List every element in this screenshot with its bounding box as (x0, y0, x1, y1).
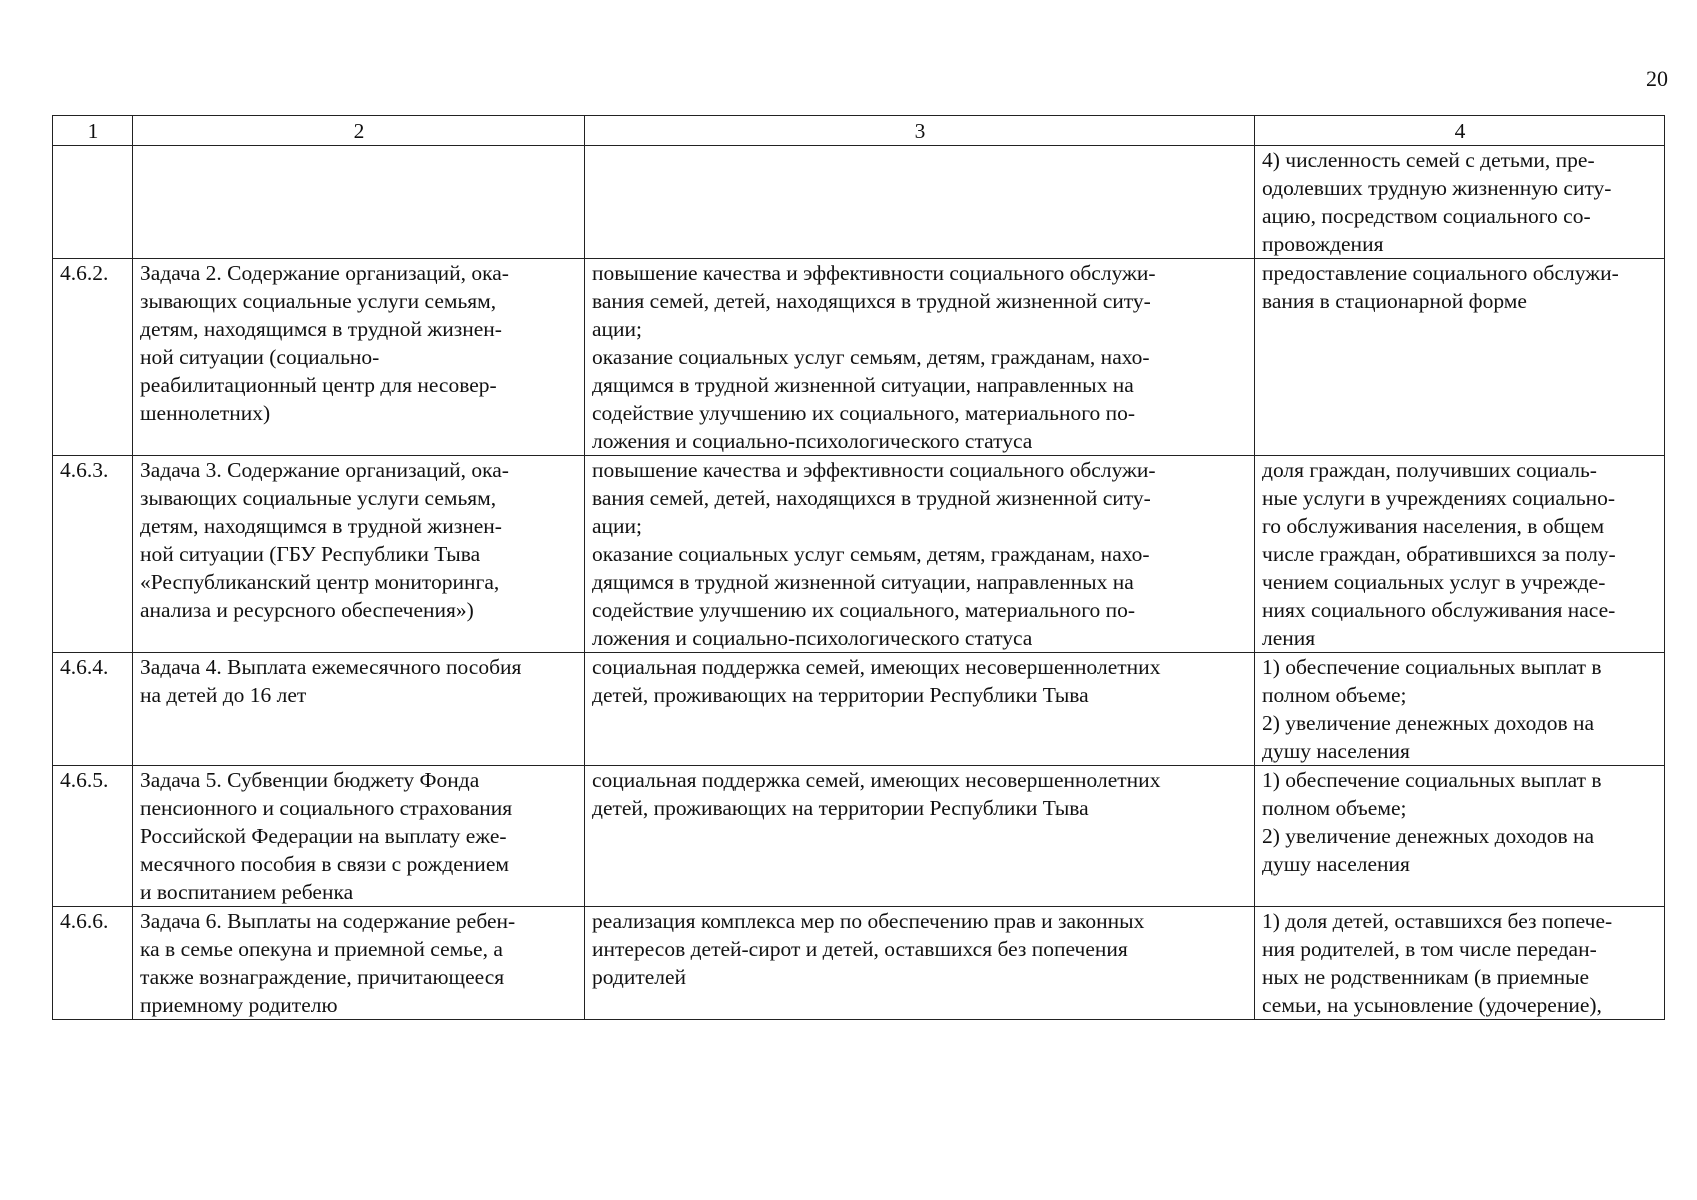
goal-cell: повышение качества и эффективности социального обслужи- вания семей, детей, находящихся в трудной жизненной ситу- ации; оказание социальных услуг семьям, детям, гражданам, нахо- дящимся в трудной жизненной ситуации, направленных на содействие улучшению их социального, материального по- ложения и социально-психологического статуса (585, 456, 1255, 653)
goal-cell: повышение качества и эффективности социального обслужи- вания семей, детей, находящихся в трудной жизненной ситу- ации; оказание социальных услуг семьям, детям, гражданам, нахо- дящимся в трудной жизненной ситуации, направленных на содействие улучшению их социального, материального по- ложения и социально-психологического статуса (585, 259, 1255, 456)
indicator-cell: доля граждан, получивших социаль- ные услуги в учреждениях социально- го обслуживания населения, в общем числе граждан, обратившихся за полу- чением социальных услуг в учрежде- ниях социального обслуживания насе- ления (1255, 456, 1665, 653)
row-number: 4.6.3. (53, 456, 133, 653)
table-header-row (53, 116, 1665, 146)
task-cell (133, 146, 585, 259)
table-row (53, 766, 1665, 907)
row-number: 4.6.2. (53, 259, 133, 456)
row-number: 4.6.5. (53, 766, 133, 907)
table-row (53, 907, 1665, 1020)
page-number: 20 (1646, 66, 1668, 91)
task-cell: Задача 6. Выплаты на содержание ребен- ка в семье опекуна и приемной семье, а также вознаграждение, причитающееся приемному родителю (133, 907, 585, 1020)
indicator-cell: 1) обеспечение социальных выплат в полном объеме; 2) увеличение денежных доходов на душу населения (1255, 766, 1665, 907)
header-cell-2: 2 (133, 116, 585, 146)
indicator-cell: 1) обеспечение социальных выплат в полном объеме; 2) увеличение денежных доходов на душу населения (1255, 653, 1665, 766)
measures-table (52, 115, 1665, 1020)
task-cell: Задача 2. Содержание организаций, ока- зывающих социальные услуги семьям, детям, находящимся в трудной жизнен- ной ситуации (социально- реабилитационный центр для несовер- шеннолетних) (133, 259, 585, 456)
header-cell-4: 4 (1255, 116, 1665, 146)
header-cell-1: 1 (53, 116, 133, 146)
task-cell: Задача 3. Содержание организаций, ока- зывающих социальные услуги семьям, детям, находящимся в трудной жизнен- ной ситуации (ГБУ Республики Тыва «Республиканский центр мониторинга, анализа и ресурсного обеспечения») (133, 456, 585, 653)
goal-cell (585, 146, 1255, 259)
table-row (53, 653, 1665, 766)
task-cell: Задача 4. Выплата ежемесячного пособия на детей до 16 лет (133, 653, 585, 766)
table-row (53, 456, 1665, 653)
task-cell: Задача 5. Субвенции бюджету Фонда пенсионного и социального страхования Российской Федерации на выплату еже- месячного пособия в связи с рождением и воспитанием ребенка (133, 766, 585, 907)
header-cell-3: 3 (585, 116, 1255, 146)
goal-cell: социальная поддержка семей, имеющих несовершеннолетних детей, проживающих на территории Республики Тыва (585, 766, 1255, 907)
goal-cell: реализация комплекса мер по обеспечению прав и законных интересов детей-сирот и детей, оставшихся без попечения родителей (585, 907, 1255, 1020)
row-number: 4.6.4. (53, 653, 133, 766)
row-number (53, 146, 133, 259)
table-row (53, 259, 1665, 456)
indicator-cell: предоставление социального обслужи- вания в стационарной форме (1255, 259, 1665, 456)
table-row (53, 146, 1665, 259)
row-number: 4.6.6. (53, 907, 133, 1020)
indicator-cell: 4) численность семей с детьми, пре- одолевших трудную жизненную ситу- ацию, посредством социального со- провождения (1255, 146, 1665, 259)
indicator-cell: 1) доля детей, оставшихся без попече- ния родителей, в том числе передан- ных не родственникам (в приемные семьи, на усыновление (удочерение), (1255, 907, 1665, 1020)
goal-cell: социальная поддержка семей, имеющих несовершеннолетних детей, проживающих на территории Республики Тыва (585, 653, 1255, 766)
